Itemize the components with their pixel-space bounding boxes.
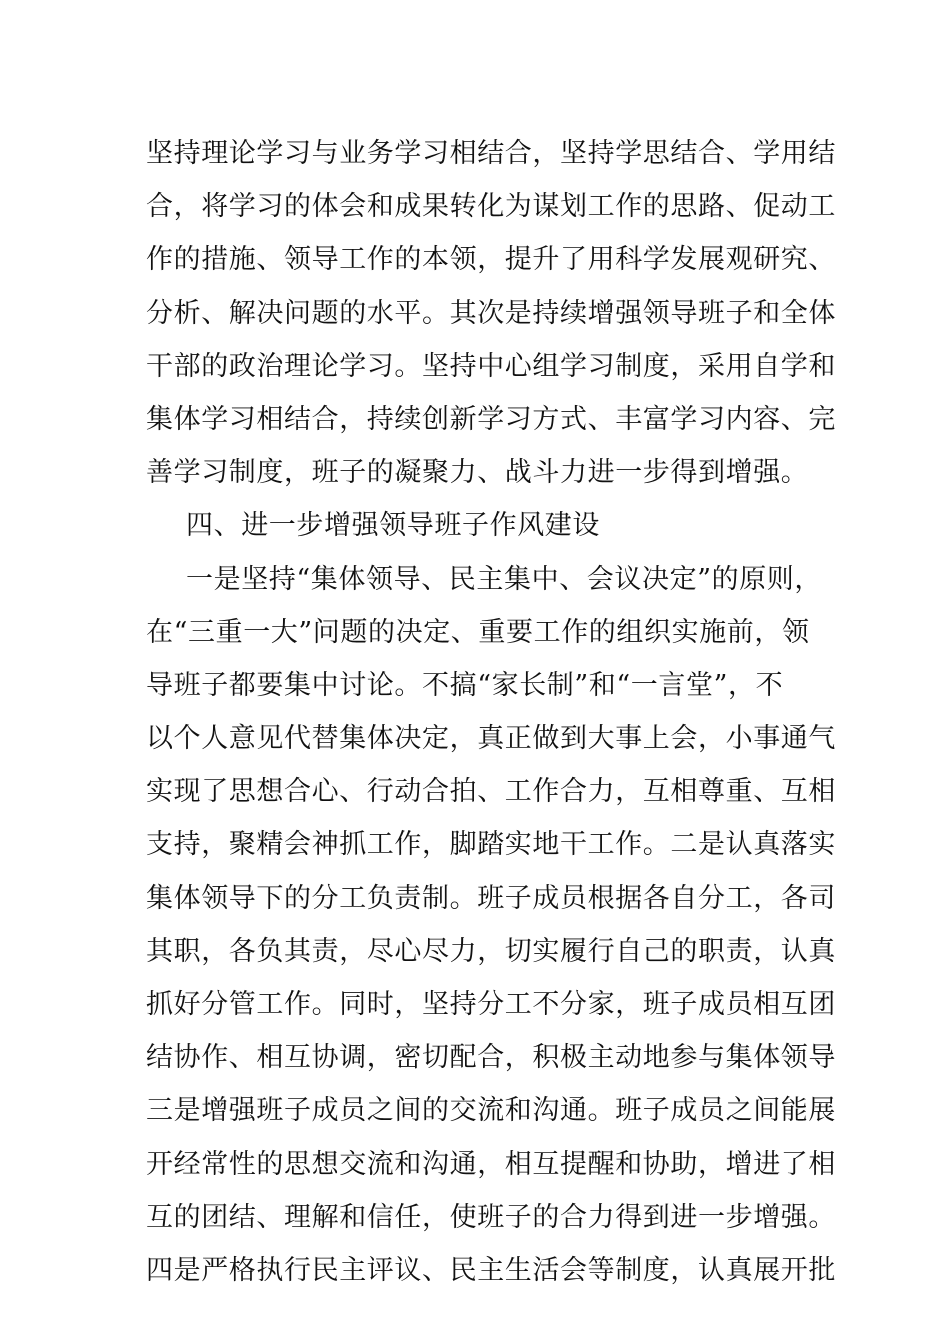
text-line: 互的团结、理解和信任，使班子的合力得到进一步增强。 xyxy=(146,1201,836,1233)
text-line: 分析、解决问题的水平。其次是持续增强领导班子和全体 xyxy=(146,297,836,329)
text-line: 干部的政治理论学习。坚持中心组学习制度，采用自学和 xyxy=(146,350,836,382)
text-line: 集体领导下的分工负责制。班子成员根据各自分工，各司 xyxy=(146,882,836,914)
text-line: 集体学习相结合，持续创新学习方式、丰富学习内容、完 xyxy=(146,403,836,435)
text-line: 合，将学习的体会和成果转化为谋划工作的思路、促动工 xyxy=(146,191,836,223)
text-line: 其职，各负其责，尽心尽力，切实履行自己的职责，认真 xyxy=(146,935,836,967)
text-line: 一是坚持“集体领导、民主集中、会议决定”的原则， xyxy=(186,563,823,595)
text-line: 四是严格执行民主评议、民主生活会等制度，认真展开批 xyxy=(146,1254,836,1286)
text-line: 三是增强班子成员之间的交流和沟通。班子成员之间能展 xyxy=(146,1095,836,1127)
text-line: 抓好分管工作。同时，坚持分工不分家，班子成员相互团 xyxy=(146,989,836,1020)
text-line: 开经常性的思想交流和沟通，相互提醒和协助，增进了相 xyxy=(146,1148,836,1180)
text-line: 结协作、相互协调，密切配合，积极主动地参与集体领导 xyxy=(146,1042,836,1074)
text-line: 善学习制度，班子的凝聚力、战斗力进一步得到增强。 xyxy=(146,457,809,489)
document-body xyxy=(146,127,836,1297)
text-line: 支持，聚精会神抓工作，脚踏实地干工作。二是认真落实 xyxy=(146,829,836,861)
section-heading: 四、进一步增强领导班子作风建设 xyxy=(186,510,600,542)
text-line: 实现了思想合心、行动合拍、工作合力，互相尊重、互相 xyxy=(146,776,836,808)
text-line: 坚持理论学习与业务学习相结合，坚持学思结合、学用结 xyxy=(146,138,836,169)
text-line: 导班子都要集中讨论。不搞“家长制”和“一言堂”，不 xyxy=(146,669,784,701)
text-line: 以个人意见代替集体决定，真正做到大事上会，小事通气 xyxy=(146,723,836,755)
text-line: 在“三重一大”问题的决定、重要工作的组织实施前，领 xyxy=(146,616,810,648)
text-line: 作的措施、领导工作的本领，提升了用科学发展观研究、 xyxy=(146,244,836,276)
